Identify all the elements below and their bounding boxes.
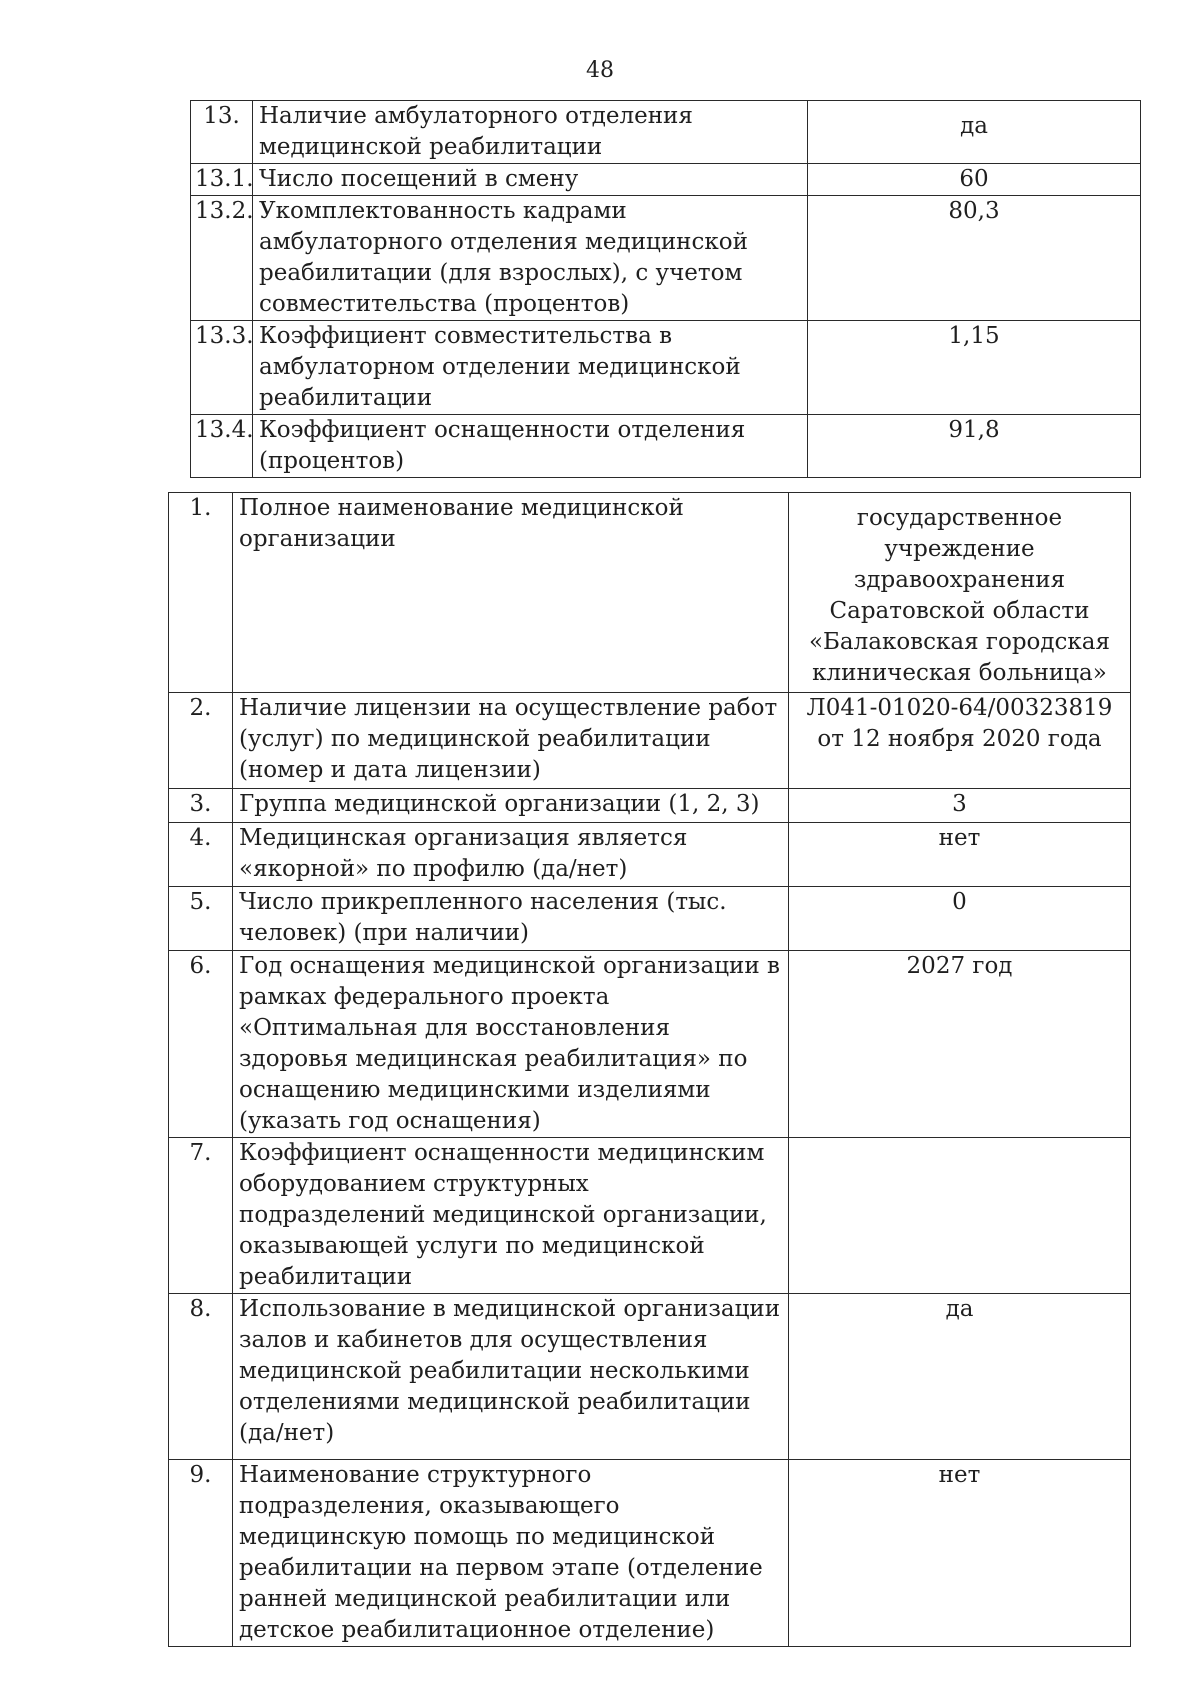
row-value: нет: [789, 823, 1131, 887]
row-description: Группа медицинской организации (1, 2, 3): [233, 789, 789, 823]
row-description: Коэффициент оснащенности отделения (процентов): [253, 415, 808, 478]
row-value: 2027 год: [789, 951, 1131, 1138]
row-value: да: [789, 1294, 1131, 1460]
row-value: 80,3: [808, 196, 1141, 321]
table-row: [169, 1294, 1131, 1460]
row-number: 7.: [169, 1138, 233, 1294]
row-description: Год оснащения медицинской организации в рамках федерального проекта «Оптимальная для восстановления здоровья медицинская реабилитация» по оснащению медицинскими изделиями (указать год оснащения): [233, 951, 789, 1138]
row-description: Наличие амбулаторного отделения медицинской реабилитации: [253, 101, 808, 164]
row-number: 1.: [169, 493, 233, 693]
page-number: 48: [586, 58, 614, 83]
row-description: Число прикрепленного населения (тыс. человек) (при наличии): [233, 887, 789, 951]
table-row: [169, 823, 1131, 887]
row-value: [789, 1138, 1131, 1294]
table-ambulatory-department: [190, 100, 1141, 478]
table-row: [191, 415, 1141, 478]
table-row: [191, 164, 1141, 196]
row-description: Наличие лицензии на осуществление работ (услуг) по медицинской реабилитации (номер и дата лицензии): [233, 693, 789, 789]
row-value: 60: [808, 164, 1141, 196]
table-medical-organization: [168, 492, 1131, 1647]
row-number: 5.: [169, 887, 233, 951]
row-number: 13.2.: [191, 196, 253, 321]
table-row: [169, 493, 1131, 693]
row-description: Использование в медицинской организации залов и кабинетов для осуществления медицинской реабилитации несколькими отделениями медицинской реабилитации (да/нет): [233, 1294, 789, 1460]
row-number: 3.: [169, 789, 233, 823]
row-value: нет: [789, 1460, 1131, 1647]
row-description: Укомплектованность кадрами амбулаторного отделения медицинской реабилитации (для взрослых), с учетом совместительства (процентов): [253, 196, 808, 321]
row-value: 0: [789, 887, 1131, 951]
row-number: 2.: [169, 693, 233, 789]
row-description: Медицинская организация является «якорной» по профилю (да/нет): [233, 823, 789, 887]
table-row: [169, 1460, 1131, 1647]
row-value: государственное учреждение здравоохранения Саратовской области «Балаковская городская клиническая больница»: [789, 493, 1131, 693]
row-description: Полное наименование медицинской организации: [233, 493, 789, 693]
row-description: Коэффициент оснащенности медицинским оборудованием структурных подразделений медицинской организации, оказывающей услуги по медицинской реабилитации: [233, 1138, 789, 1294]
row-description: Коэффициент совместительства в амбулаторном отделении медицинской реабилитации: [253, 321, 808, 415]
table-row: [191, 101, 1141, 164]
row-value: 1,15: [808, 321, 1141, 415]
table-row: [169, 887, 1131, 951]
table-row: [169, 789, 1131, 823]
row-number: 4.: [169, 823, 233, 887]
row-number: 6.: [169, 951, 233, 1138]
row-value: да: [808, 101, 1141, 164]
row-value: Л041-01020-64/00323819 от 12 ноября 2020 года: [789, 693, 1131, 789]
table-row: [169, 693, 1131, 789]
row-description: Число посещений в смену: [253, 164, 808, 196]
row-number: 13.1.: [191, 164, 253, 196]
table-row: [169, 951, 1131, 1138]
row-number: 9.: [169, 1460, 233, 1647]
row-number: 13.3.: [191, 321, 253, 415]
row-value: 91,8: [808, 415, 1141, 478]
row-description: Наименование структурного подразделения, оказывающего медицинскую помощь по медицинской реабилитации на первом этапе (отделение ранней медицинской реабилитации или детское реабилитационное отделение): [233, 1460, 789, 1647]
row-number: 13.: [191, 101, 253, 164]
table-row: [191, 196, 1141, 321]
row-value: 3: [789, 789, 1131, 823]
row-number: 8.: [169, 1294, 233, 1460]
table-row: [191, 321, 1141, 415]
row-number: 13.4.: [191, 415, 253, 478]
table-row: [169, 1138, 1131, 1294]
